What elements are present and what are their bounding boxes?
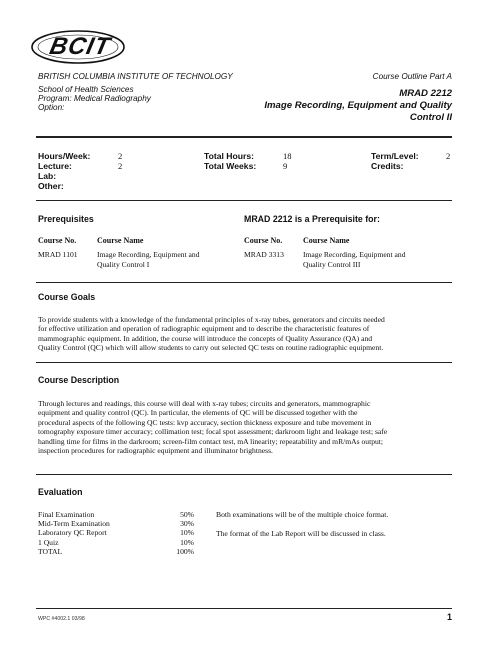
total-hours-value: 18 <box>283 151 292 161</box>
evaluation-item: Final Examination <box>38 510 95 519</box>
option-label: Option: <box>38 103 65 112</box>
prereq-course-name-line1: Image Recording, Equipment and <box>97 250 200 259</box>
prereq-rule <box>36 282 452 283</box>
evaluation-percent: 10% <box>180 537 194 547</box>
evaluation-percent: 100% <box>176 546 194 556</box>
description-line: equipment and quality control (QC). In particular, the elements of QC will be discussed together with the <box>38 408 358 418</box>
evaluation-note-2: The format of the Lab Report will be discussed in class. <box>216 529 386 538</box>
evaluation-items <box>38 510 110 556</box>
lab-label: Lab: <box>38 171 57 181</box>
hours-rule <box>36 200 452 201</box>
goals-title: Course Goals <box>38 292 96 302</box>
evaluation-item: TOTAL <box>38 546 63 556</box>
evaluation-percent: 50% <box>180 510 194 519</box>
course-code: MRAD 2212 <box>399 88 452 99</box>
term-label: Term/Level: <box>371 151 419 161</box>
total-weeks-label: Total Weeks: <box>204 161 257 171</box>
goals-line: for effective utilization and operation of radiographic equipment and to describe the characteristic features of <box>38 324 370 334</box>
school-name: School of Health Sciences <box>38 85 134 94</box>
prereq-for-col-no: Course No. <box>244 236 283 245</box>
goals-rule <box>36 362 452 363</box>
header-rule <box>36 136 452 138</box>
bcit-logo <box>28 22 128 72</box>
evaluation-item: Laboratory QC Report <box>38 528 107 538</box>
evaluation-percent: 10% <box>180 528 194 538</box>
evaluation-item: 1 Quiz <box>38 537 59 547</box>
description-line: Through lectures and readings, this course will deal with x-ray tubes; circuits and generators, mammographic <box>38 399 371 408</box>
prereq-for-course-name-line2: Quality Control III <box>303 260 361 269</box>
hours-week-value: 2 <box>118 151 123 161</box>
term-value: 2 <box>446 151 451 161</box>
goals-line: To provide students with a knowledge of the fundamental principles of x-ray tubes, generators and circuits needed <box>38 315 385 324</box>
prereq-course-name-line2: Quality Control I <box>97 260 150 269</box>
credits-label: Credits: <box>371 161 404 171</box>
prereq-col-no: Course No. <box>38 236 77 245</box>
description-line: tomography exposure timer accuracy; collimation test; focal spot assessment; darkroom light and leakage test; safe <box>38 427 388 437</box>
course-title-line1: Image Recording, Equipment and Quality <box>264 100 452 111</box>
course-title-line2: Control II <box>409 112 452 123</box>
evaluation-percent: 30% <box>180 519 194 529</box>
lecture-value: 2 <box>118 161 123 171</box>
prereq-course-no: MRAD 1101 <box>38 250 78 259</box>
hours-week-label: Hours/Week: <box>38 151 91 161</box>
description-title: Course Description <box>38 375 120 385</box>
description-line: inspection procedures for radiographic equipment and illuminator brightness. <box>38 446 273 456</box>
description-line: handling time for films in the darkroom; screen-film contact test, mA linearity; repeatability and mR/mAs output; <box>38 436 384 446</box>
footer-rule <box>36 608 452 609</box>
description-line: procedural aspects of the following QC tests: kvp accuracy, section thickness exposure and tube movement in <box>38 417 372 427</box>
evaluation-percents <box>160 510 194 556</box>
institution-name: BRITISH COLUMBIA INSTITUTE OF TECHNOLOGY <box>38 72 233 81</box>
evaluation-note-1: Both examinations will be of the multiple choice format. <box>216 510 389 519</box>
prereq-for-course-name-line1: Image Recording, Equipment and <box>303 250 406 259</box>
prereq-for-title: MRAD 2212 is a Prerequisite for: <box>244 214 380 224</box>
prereq-for-col-name: Course Name <box>303 236 350 245</box>
total-weeks-value: 9 <box>283 161 288 171</box>
description-paragraph <box>38 399 458 455</box>
goals-line: Quality Control (QC) which will allow students to carry out selected QC tests on routine radiographic equipment. <box>38 343 384 353</box>
evaluation-item: Mid-Term Examination <box>38 519 110 529</box>
lecture-label: Lecture: <box>38 161 72 171</box>
logo-text: BCIT <box>47 33 113 60</box>
description-rule <box>36 474 452 475</box>
footer-code: WPC #4002.1 03/98 <box>38 616 85 622</box>
prerequisites-title: Prerequisites <box>38 214 94 224</box>
outline-part: Course Outline Part A <box>372 72 452 81</box>
prereq-for-course-no: MRAD 3313 <box>244 250 284 259</box>
other-label: Other: <box>38 181 64 191</box>
prereq-col-name: Course Name <box>97 236 144 245</box>
evaluation-title: Evaluation <box>38 487 83 497</box>
total-hours-label: Total Hours: <box>204 151 254 161</box>
program-name: Program: Medical Radiography <box>38 94 151 103</box>
goals-line: mammographic equipment. In addition, the course will introduce the concepts of Quality Assurance (QA) and <box>38 333 373 343</box>
goals-paragraph <box>38 315 458 353</box>
page-number: 1 <box>446 612 452 622</box>
